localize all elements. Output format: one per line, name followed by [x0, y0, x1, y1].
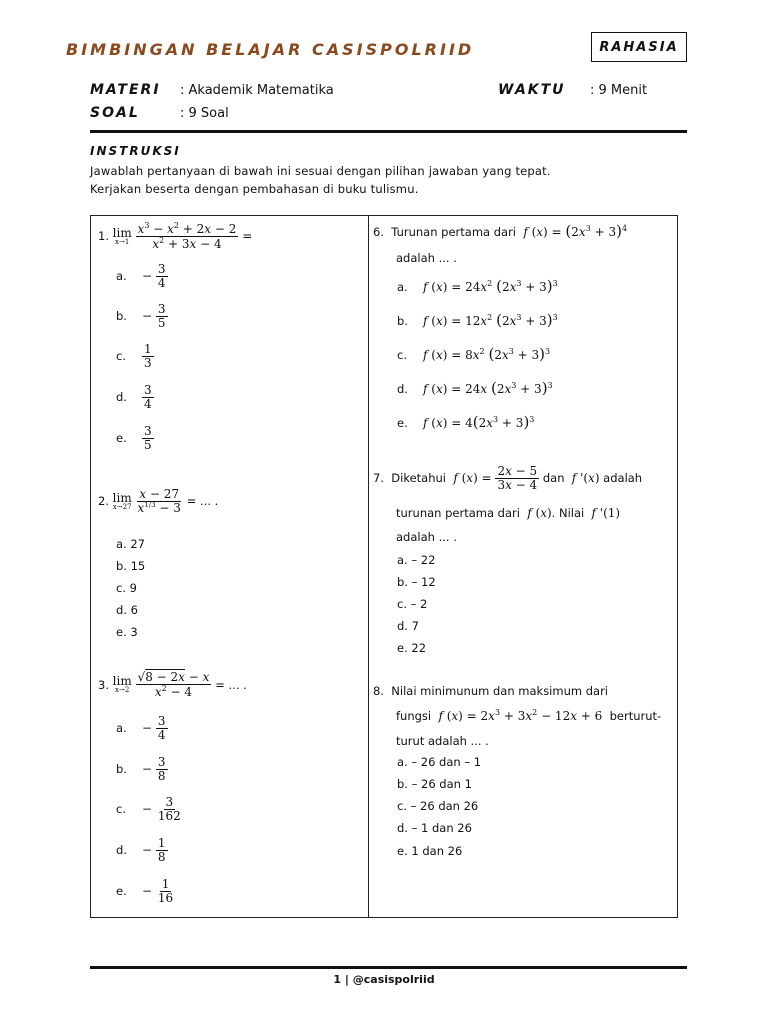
q2-trail: = ... . [186, 494, 219, 509]
q7-option-c[interactable]: c. – 2 [397, 597, 428, 611]
q8-number: 8. [373, 684, 384, 698]
q2-option-b[interactable]: b. 15 [116, 559, 146, 573]
soal-value: : 9 Soal [180, 106, 229, 121]
q1-option-a[interactable]: a. − $\frac{3}{4}$ [116, 262, 166, 290]
header-divider [90, 130, 687, 133]
q7-line2 [396, 506, 620, 520]
q6-expression: f $(x) = (2x^3 + 3)^4$ [523, 222, 628, 240]
q6-option-e[interactable]: e. f $(x) = 4(2x^3 + 3)^3$ [397, 413, 535, 431]
materi-label: MATERI [90, 82, 161, 98]
q7-option-a[interactable]: a. – 22 [397, 553, 436, 567]
q8-option-a[interactable]: a. – 26 dan – 1 [397, 755, 482, 769]
q3-number: 3. [98, 677, 109, 692]
q1-option-d[interactable]: d. $\frac{3}{4}$ [116, 383, 152, 411]
q3-expression: lim x→2 $\frac{√8 - 2x - x}{x^2 - 4}$ [112, 670, 210, 699]
q6-option-c[interactable]: c. f $(x) = 8x^2$ $(2x^3 + 3)^3$ [397, 345, 551, 363]
q2-number: 2. [98, 494, 109, 509]
q7-fx: f (x) [527, 506, 552, 520]
q1-expression: lim x→1 $\frac{x^3 - x^2 + 2x - 2}{x^2 + 3x - 4}$ = [112, 221, 253, 251]
q8-expression: f $(x) = 2x^3 + 3x^2 - 12x + 6$ [438, 708, 603, 723]
q7-text: Diketahui [391, 471, 447, 486]
q2-option-c[interactable]: c. 9 [116, 581, 137, 595]
q7-adalah: adalah [603, 471, 643, 486]
q8-option-c[interactable]: c. – 26 dan 26 [397, 799, 479, 813]
waktu-label: WAKTU [498, 82, 566, 98]
footer [0, 973, 768, 986]
q7-number: 7. [373, 471, 384, 486]
q6-number: 6. [373, 225, 384, 239]
q3-option-b[interactable]: b. − $\frac{3}{8}$ [116, 755, 166, 783]
question-1 [98, 222, 252, 250]
instruksi-line1: Jawablah pertanyaan di bawah ini sesuai dengan pilihan jawaban yang tepat. [90, 164, 551, 178]
footer-separator: | [344, 973, 349, 986]
q8-line2a: fungsi [396, 709, 432, 723]
q1-number: 1. [98, 229, 109, 244]
q6-option-d[interactable]: d. f (x) = 24x $(2x^3 + 3)^3$ [397, 379, 553, 397]
q6-text2: adalah ... . [396, 251, 457, 265]
instruksi-title: INSTRUKSI [90, 144, 181, 158]
q3-trail: = ... . [215, 677, 247, 692]
q6-option-a[interactable]: a. f $(x) = 24x^2$ $(2x^3 + 3)^3$ [397, 277, 558, 295]
q3-option-a[interactable]: a. − $\frac{3}{4}$ [116, 714, 166, 742]
materi-value: : Akademik Matematika [180, 83, 334, 98]
q7-f1: f '(1) [591, 506, 621, 520]
page-number: 1 [333, 973, 342, 986]
q8-line3: turut adalah ... . [396, 734, 489, 748]
question-6 [373, 222, 627, 240]
footer-handle: @casispolriid [352, 973, 435, 986]
q7-option-b[interactable]: b. – 12 [397, 575, 436, 589]
question-3 [98, 671, 247, 698]
soal-label: SOAL [90, 105, 140, 121]
column-divider [368, 215, 369, 918]
q6-text: Turunan pertama dari [391, 225, 516, 239]
q2-option-a[interactable]: a. 27 [116, 537, 145, 551]
q7-line2b: . Nilai [551, 506, 585, 520]
instruksi-text [90, 162, 678, 198]
q7-option-d[interactable]: d. 7 [397, 619, 419, 633]
q7-line2a: turunan pertama dari [396, 506, 520, 520]
q3-option-c[interactable]: c. − $\frac{3}{162}$ [116, 795, 181, 823]
q8-line2 [396, 708, 661, 723]
q7-line3: adalah ... . [396, 530, 457, 544]
brand-title: BIMBINGAN BELAJAR CASISPOLRIID [66, 40, 475, 59]
confidential-badge: RAHASIA [591, 32, 687, 62]
footer-divider [90, 966, 687, 969]
q1-option-c[interactable]: c. $\frac{1}{3}$ [116, 342, 152, 370]
q8-option-d[interactable]: d. – 1 dan 26 [397, 821, 472, 835]
q1-option-b[interactable]: b. − $\frac{3}{5}$ [116, 302, 166, 330]
q7-derivative: f '(x) [571, 471, 600, 486]
q2-option-e[interactable]: e. 3 [116, 625, 138, 639]
q8-option-e[interactable]: e. 1 dan 26 [397, 844, 463, 858]
q7-option-e[interactable]: e. 22 [397, 641, 427, 655]
question-8 [373, 684, 671, 698]
instruksi-line2: Kerjakan beserta dengan pembahasan di buku tulismu. [90, 182, 419, 196]
q2-expression: lim x→27 $\frac{x - 27}{x^{1/3} - 3}$ [112, 487, 181, 515]
q7-expression: f (x) = $\frac{2x - 5}{3x - 4}$ [453, 464, 538, 492]
q8-option-b[interactable]: b. – 26 dan 1 [397, 777, 472, 791]
q2-option-d[interactable]: d. 6 [116, 603, 138, 617]
q8-line1: Nilai minimunum dan maksimum dari [391, 684, 608, 698]
q6-option-b[interactable]: b. f $(x) = 12x^2$ $(2x^3 + 3)^3$ [397, 311, 558, 329]
q1-option-e[interactable]: e. $\frac{3}{5}$ [116, 424, 152, 452]
question-2 [98, 488, 218, 514]
question-7 [373, 465, 642, 491]
q7-dan: dan [542, 471, 565, 486]
q3-option-e[interactable]: e. − $\frac{1}{16}$ [116, 877, 174, 905]
q3-option-d[interactable]: d. − $\frac{1}{8}$ [116, 836, 166, 864]
q8-line2b: berturut- [609, 709, 662, 723]
waktu-value: : 9 Menit [590, 83, 648, 98]
